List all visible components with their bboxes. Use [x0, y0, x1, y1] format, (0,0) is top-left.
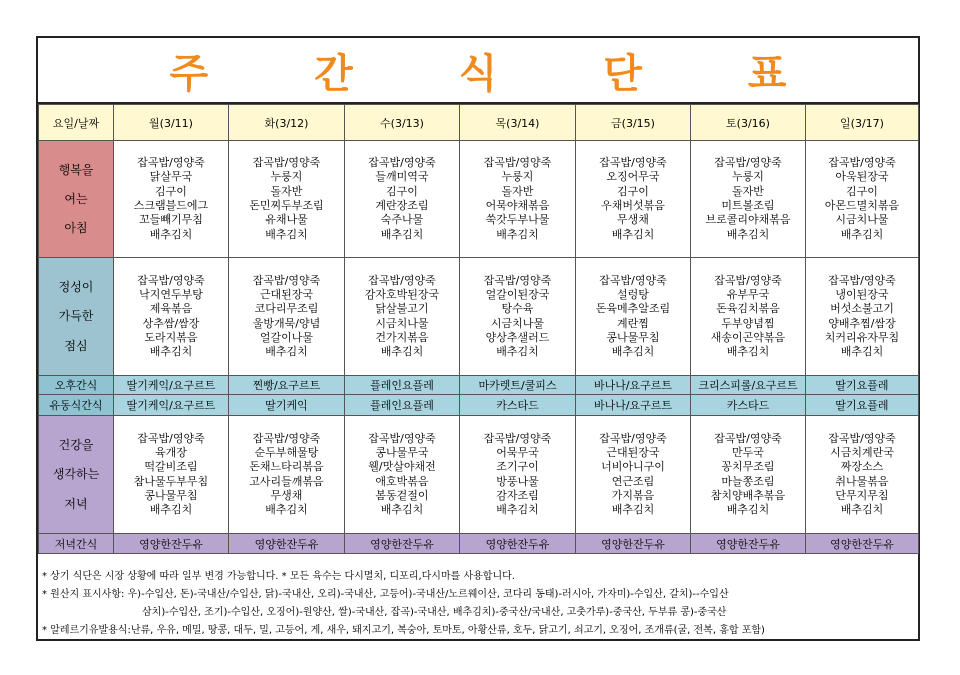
fluid-snack-row-label: 유동식간식 — [39, 395, 114, 416]
fluid-snack-row — [39, 395, 919, 416]
menu-item: 양상추샐러드 — [485, 330, 550, 344]
menu-item: 상추쌈/쌈장 — [142, 316, 200, 330]
menu-item: 설렁탕 — [617, 287, 649, 301]
menu-item: 잡곡밥/영양죽 — [368, 273, 436, 287]
day-header: 수(3/13) — [345, 105, 460, 141]
menu-item: 조기구이 — [496, 460, 539, 474]
snack-cell: 바나나/요구르트 — [576, 376, 691, 395]
menu-item: 계란장조림 — [375, 199, 429, 212]
corner-label: 요일/날짜 — [39, 105, 114, 141]
menu-item: 어묵야채볶음 — [485, 199, 550, 212]
menu-item: 봄동겉절이 — [375, 488, 429, 502]
day-header: 토(3/16) — [691, 105, 806, 141]
day-header: 목(3/14) — [460, 105, 576, 141]
menu-item: 짜장소스 — [840, 460, 884, 474]
menu-item: 참치양배추볶음 — [710, 488, 786, 502]
menu-item: 배추김치 — [611, 345, 655, 359]
menu-item: 낙지연두부탕 — [139, 287, 203, 301]
menu-item: 만두국 — [732, 445, 764, 459]
menu-item: 연근조림 — [611, 474, 655, 488]
menu-item: 유채나물 — [265, 213, 308, 227]
note-line: * 상기 식단은 시장 상황에 따라 일부 변경 가능합니다. * 모든 육수는 다시멸치, 디포리,다시마를 사용합니다. — [42, 571, 515, 582]
menu-item: 잡곡밥/영양죽 — [483, 273, 552, 287]
notes — [38, 568, 918, 640]
snack-cell: 카스타드 — [691, 395, 806, 416]
breakfast-row — [39, 141, 919, 258]
menu-item: 근대된장국 — [259, 287, 314, 301]
menu-item: 배추김치 — [380, 345, 424, 359]
menu-item: 브로콜리야채볶음 — [705, 213, 791, 227]
menu-item: 돈육김치볶음 — [716, 302, 780, 316]
menu-item: 새송이곤약볶음 — [710, 330, 786, 344]
day-header: 월(3/11) — [114, 105, 229, 141]
menu-item: 육개장 — [155, 445, 187, 459]
menu-item: 고사리들깨볶음 — [249, 474, 324, 488]
menu-item: 콩나물무국 — [375, 445, 429, 459]
menu-item: 양배추찜/쌈장 — [828, 316, 896, 330]
meal-label-line: 여는 — [64, 191, 88, 206]
meal-label-line: 생각하는 — [52, 467, 100, 482]
menu-item: 김구이 — [155, 184, 187, 198]
menu-item: 김구이 — [386, 184, 418, 198]
snack-cell: 딸기케익/요구르트 — [114, 395, 229, 416]
menu-item: 잡곡밥/영양죽 — [483, 156, 552, 170]
meal-cell — [806, 141, 919, 258]
snack-cell: 플레인요플레 — [345, 376, 460, 395]
meal-label-line: 정성이 — [58, 279, 94, 294]
meal-cell — [691, 141, 806, 258]
menu-item: 김구이 — [846, 184, 878, 198]
menu-item: 잡곡밥/영양죽 — [368, 156, 436, 170]
menu-item: 잡곡밥/영양죽 — [828, 156, 896, 170]
menu-item: 미트볼조림 — [721, 199, 775, 212]
menu-item: 돈민찌두부조림 — [249, 199, 324, 212]
snack-cell: 마카렛트/쿨피스 — [460, 376, 576, 395]
snack-cell: 카스타드 — [460, 395, 576, 416]
menu-item: 잡곡밥/영양죽 — [368, 431, 436, 445]
menu-item: 애호박볶음 — [375, 474, 429, 488]
menu-item: 배추김치 — [149, 503, 193, 517]
menu-item: 방풍나물 — [496, 474, 539, 488]
menu-item: 잡곡밥/영양죽 — [252, 431, 321, 445]
meal-cell — [806, 258, 919, 376]
menu-item: 냉이된장국 — [835, 287, 889, 301]
menu-item: 배추김치 — [726, 227, 770, 241]
menu-item: 배추김치 — [840, 227, 884, 241]
menu-item: 배추김치 — [149, 227, 193, 241]
note-line: 삼치)-수입산, 조기)-수입산, 오징어)-원양산, 쌀)-국내산, 잡곡)-국내산, 배추김치)-중국산/국내산, 고춧가루)-중국산, 두부류 콩)-중국산 — [142, 607, 727, 618]
snack-cell: 영양한잔두유 — [229, 534, 345, 554]
menu-item: 배추김치 — [265, 503, 308, 517]
day-header: 화(3/12) — [229, 105, 345, 141]
menu-item: 버섯소불고기 — [830, 302, 894, 316]
meal-cell — [691, 258, 806, 376]
menu-item: 돈채느타리볶음 — [249, 460, 324, 474]
meal-cell — [114, 141, 229, 258]
meal-cell — [229, 416, 345, 534]
menu-item: 취나물볶음 — [835, 474, 889, 488]
menu-item: 얼갈이된장국 — [485, 287, 550, 301]
note-line: * 원산지 표시사항: 우)-수입산, 돈)-국내산/수입산, 닭)-국내산, 오리)-국내산, 고등어)-국내산/노르웨이산, 코다리 동태)-러시아, 가자미)-수입산, 갈치)--수입산 — [42, 589, 729, 600]
meal-cell — [576, 416, 691, 534]
menu-item: 울방개묵/양념 — [252, 316, 321, 330]
menu-item: 누룽지 — [501, 170, 534, 184]
menu-item: 스크램블드에그 — [133, 199, 209, 212]
meal-cell — [691, 416, 806, 534]
menu-item: 닭살무국 — [149, 170, 193, 184]
meal-label-line: 점심 — [64, 339, 88, 354]
day-header: 금(3/15) — [576, 105, 691, 141]
menu-item: 가지볶음 — [611, 488, 655, 502]
snack-cell: 딸기요플레 — [806, 395, 919, 416]
menu-item: 콩나물무침 — [606, 330, 660, 344]
menu-item: 잡곡밥/영양죽 — [483, 431, 552, 445]
snack-cell: 딸기케익/요구르트 — [114, 376, 229, 395]
menu-item: 잡곡밥/영양죽 — [828, 431, 896, 445]
meal-label-line: 행복을 — [58, 162, 94, 177]
menu-item: 배추김치 — [840, 345, 884, 359]
meal-cell — [114, 258, 229, 376]
night-snack-row-label: 저녁간식 — [39, 534, 114, 554]
menu-item: 두부양념찜 — [721, 316, 775, 330]
meal-cell — [114, 416, 229, 534]
menu-item: 돌자반 — [270, 184, 303, 198]
menu-sheet — [36, 36, 920, 641]
snack-cell: 바나나/요구르트 — [576, 395, 691, 416]
meal-label-line: 아침 — [64, 221, 88, 236]
menu-item: 배추김치 — [149, 345, 193, 359]
menu-item: 시금치나물 — [490, 316, 545, 330]
menu-item: 무생채 — [617, 213, 649, 227]
menu-item: 잡곡밥/영양죽 — [252, 273, 321, 287]
menu-item: 잡곡밥/영양죽 — [252, 156, 321, 170]
note-line: * 알레르기유발용식:난류, 우유, 메밀, 땅콩, 대두, 밀, 고등어, 게, 새우, 돼지고기, 복숭아, 토마토, 아황산류, 호두, 닭고기, 쇠고기, 오징어, 조개류(굴, 전복, 홍합 포함) — [42, 625, 765, 636]
menu-item: 근대된장국 — [606, 445, 660, 459]
menu-item: 배추김치 — [611, 503, 655, 517]
snack-cell: 영양한잔두유 — [806, 534, 919, 554]
meal-cell — [460, 258, 576, 376]
snack-cell: 영양한잔두유 — [114, 534, 229, 554]
menu-item: 아욱된장국 — [835, 170, 889, 184]
menu-item: 배추김치 — [840, 503, 884, 517]
menu-item: 배추김치 — [265, 227, 308, 241]
menu-item: 잡곡밥/영양죽 — [714, 156, 782, 170]
menu-item: 들깨미역국 — [375, 170, 429, 184]
meal-cell — [229, 141, 345, 258]
menu-item: 잡곡밥/영양죽 — [599, 156, 667, 170]
menu-item: 돌자반 — [501, 184, 534, 198]
meal-label-line: 저녁 — [64, 497, 88, 512]
meal-cell — [576, 258, 691, 376]
menu-item: 콩나물무침 — [144, 488, 198, 502]
menu-item: 배추김치 — [496, 345, 539, 359]
snack-cell: 플레인요플레 — [345, 395, 460, 416]
menu-item: 잡곡밥/영양죽 — [714, 431, 782, 445]
menu-item: 감자조림 — [496, 488, 539, 502]
menu-item: 잡곡밥/영양죽 — [137, 273, 205, 287]
menu-item: 도라지볶음 — [144, 330, 198, 344]
meal-cell — [460, 141, 576, 258]
meal-cell — [576, 141, 691, 258]
night-snack-row — [39, 534, 919, 554]
menu-item: 단무지무침 — [835, 488, 889, 502]
menu-item: 시금치계란국 — [830, 445, 894, 459]
menu-item: 떡갈비조림 — [144, 460, 198, 474]
menu-item: 돈육메추알조림 — [595, 302, 671, 316]
menu-item: 순두부해물탕 — [254, 445, 319, 459]
snack-cell: 영양한잔두유 — [576, 534, 691, 554]
menu-item: 치커리유자무침 — [824, 330, 900, 344]
breakfast-row-label — [39, 141, 114, 258]
menu-item: 돌자반 — [732, 184, 764, 198]
snack-cell: 크리스피롤/요구르트 — [691, 376, 806, 395]
menu-item: 무생채 — [270, 488, 303, 502]
menu-item: 너비아니구이 — [601, 460, 665, 474]
menu-item: 쑥갓두부나물 — [485, 213, 550, 227]
meal-cell — [345, 416, 460, 534]
menu-item: 오징어무국 — [606, 170, 660, 184]
meal-label-line: 건강을 — [58, 437, 94, 452]
afternoon-snack-row-label: 오후간식 — [39, 376, 114, 395]
meal-cell — [345, 141, 460, 258]
dinner-row — [39, 416, 919, 534]
menu-item: 배추김치 — [265, 345, 308, 359]
menu-item: 잡곡밥/영양죽 — [828, 273, 896, 287]
menu-item: 코다리무조림 — [254, 302, 319, 316]
menu-item: 잡곡밥/영양죽 — [599, 431, 667, 445]
menu-item: 웰/맛살야채전 — [368, 460, 436, 474]
menu-item: 참나물두부무침 — [133, 474, 209, 488]
menu-item: 숙주나물 — [380, 213, 424, 227]
menu-item: 잡곡밥/영양죽 — [714, 273, 782, 287]
menu-item: 누룽지 — [270, 170, 303, 184]
menu-item: 배추김치 — [380, 503, 424, 517]
menu-item: 탕수육 — [501, 302, 534, 316]
menu-item: 잡곡밥/영양죽 — [137, 156, 205, 170]
menu-item: 감자호박된장국 — [364, 287, 440, 301]
snack-cell: 찐빵/요구르트 — [229, 376, 345, 395]
weekly-menu-table — [38, 104, 919, 554]
menu-item: 배추김치 — [380, 227, 424, 241]
menu-item: 마늘쫑조림 — [721, 474, 775, 488]
menu-item: 우채버섯볶음 — [601, 199, 665, 212]
afternoon-snack-row — [39, 376, 919, 395]
menu-item: 시금치나물 — [375, 316, 429, 330]
page-title: 주 간 식 단 표 — [38, 38, 918, 104]
menu-item: 꼬들빼기무침 — [139, 213, 203, 227]
menu-item: 김구이 — [617, 184, 649, 198]
day-header: 일(3/17) — [806, 105, 919, 141]
menu-item: 닭살불고기 — [375, 302, 429, 316]
snack-cell: 영양한잔두유 — [691, 534, 806, 554]
menu-item: 계란찜 — [617, 316, 649, 330]
meal-label-line: 가득한 — [58, 309, 94, 324]
menu-item: 잡곡밥/영양죽 — [599, 273, 667, 287]
snack-cell: 딸기요플레 — [806, 376, 919, 395]
meal-cell — [460, 416, 576, 534]
snack-cell: 딸기케익 — [229, 395, 345, 416]
menu-item: 꽁치무조림 — [721, 460, 775, 474]
meal-cell — [806, 416, 919, 534]
menu-item: 시금치나물 — [835, 213, 889, 227]
menu-item: 건가지볶음 — [375, 330, 429, 344]
menu-item: 배추김치 — [726, 503, 770, 517]
snack-cell: 영양한잔두유 — [460, 534, 576, 554]
menu-item: 배추김치 — [496, 503, 539, 517]
lunch-row-label — [39, 258, 114, 376]
meal-cell — [229, 258, 345, 376]
menu-item: 유부무국 — [726, 287, 770, 301]
menu-item: 누룽지 — [732, 170, 764, 184]
meal-cell — [345, 258, 460, 376]
dinner-row-label — [39, 416, 114, 534]
menu-item: 얼갈이나물 — [259, 330, 314, 344]
lunch-row — [39, 258, 919, 376]
snack-cell: 영양한잔두유 — [345, 534, 460, 554]
menu-item: 배추김치 — [496, 227, 539, 241]
header-row — [39, 105, 919, 141]
menu-item: 배추김치 — [611, 227, 655, 241]
menu-item: 아몬드멸치볶음 — [824, 199, 900, 212]
menu-item: 어묵무국 — [496, 445, 539, 459]
menu-item: 배추김치 — [726, 345, 770, 359]
menu-item: 제육볶음 — [149, 302, 193, 316]
menu-item: 잡곡밥/영양죽 — [137, 431, 205, 445]
